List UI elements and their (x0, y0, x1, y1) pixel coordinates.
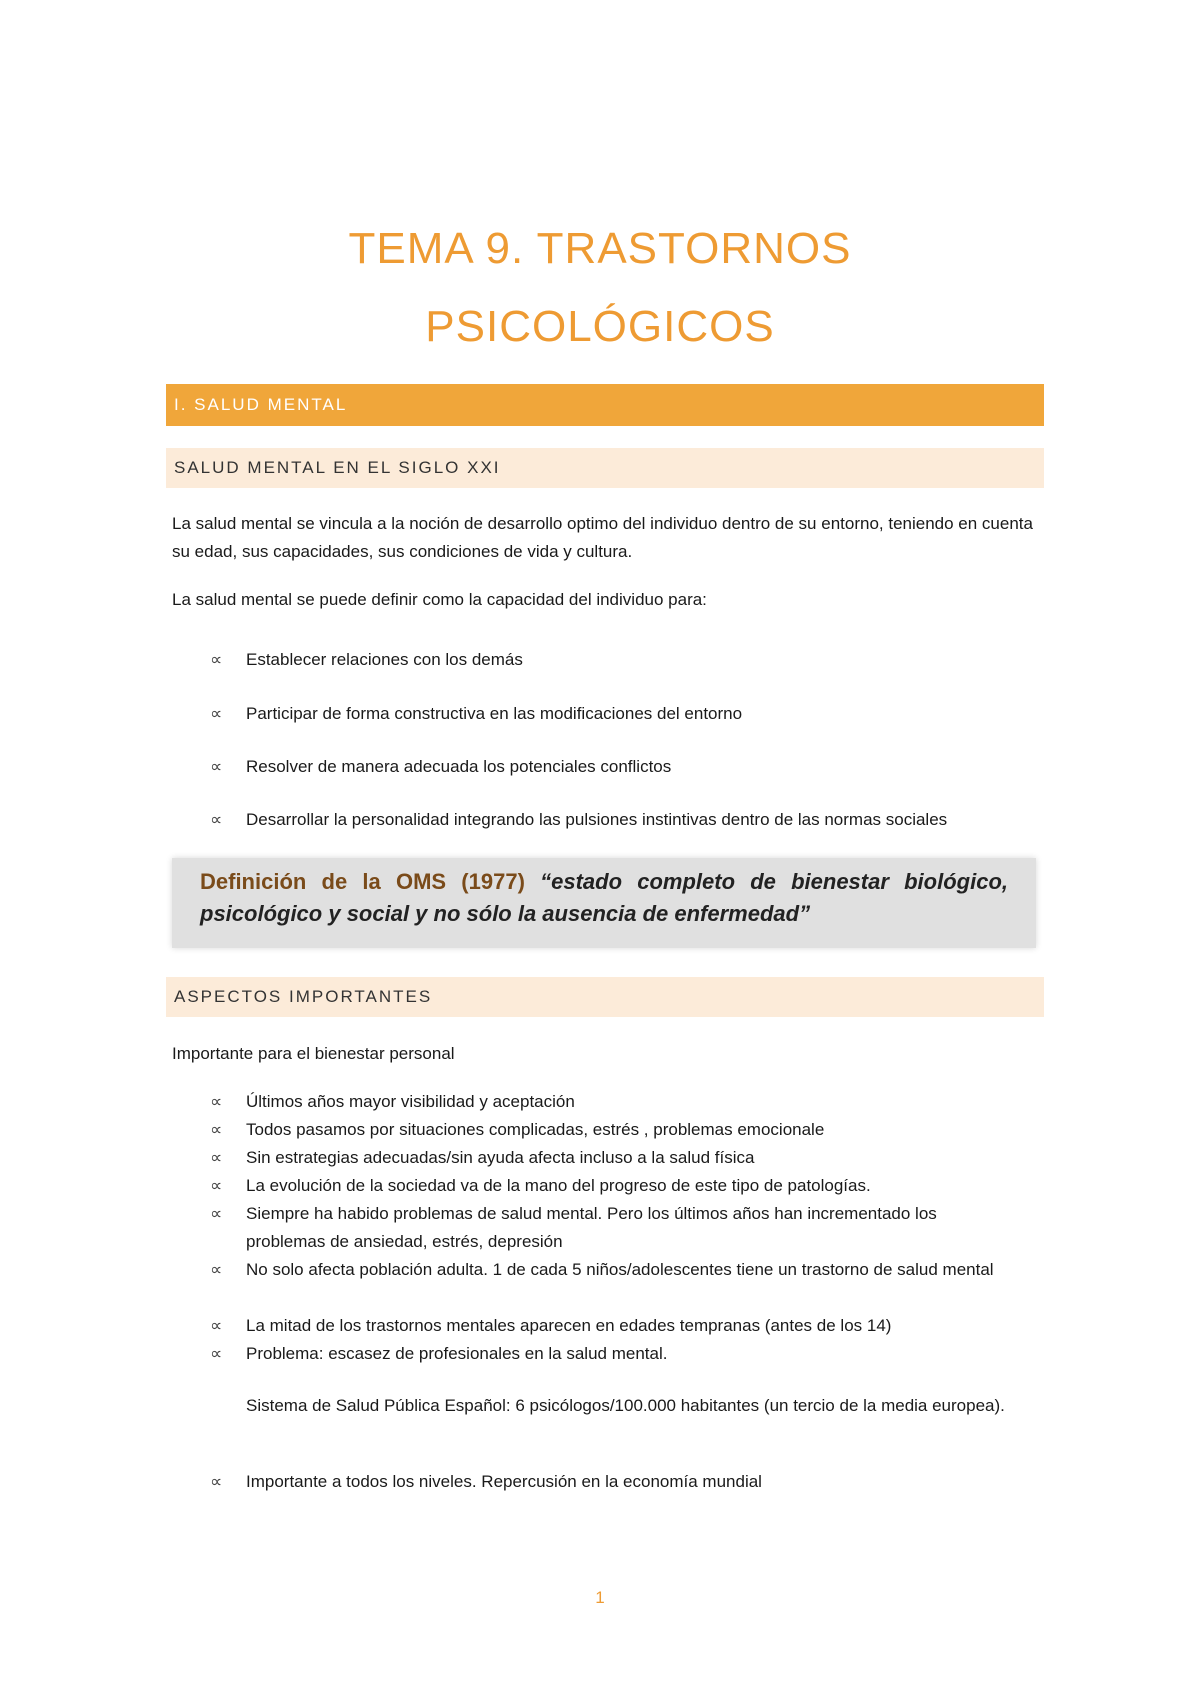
bullet-symbol-icon: ∝ (210, 1316, 223, 1335)
bullet-symbol-icon: ∝ (210, 650, 223, 669)
paragraph-definition: La salud mental se vincula a la noción de desarrollo optimo del individuo dentro de su entorno, teniendo en cuenta su edad, sus capacidades, sus condiciones de vida y cultura. (172, 514, 1033, 561)
list-item-text: Resolver de manera adecuada los potenciales conflictos (246, 757, 672, 776)
subheading-aspectos: ASPECTOS IMPORTANTES (166, 977, 1044, 1017)
list-item (210, 1144, 1020, 1172)
list-item (210, 1172, 1020, 1200)
list-item (210, 646, 1020, 674)
list-item-text: Importante a todos los niveles. Repercusión en la economía mundial (246, 1472, 762, 1491)
bullet-symbol-icon: ∝ (210, 1204, 223, 1223)
list-item-text: Problema: escasez de profesionales en la salud mental. (246, 1344, 668, 1363)
list-item-text: Participar de forma constructiva en las modificaciones del entorno (246, 704, 743, 723)
bullet-symbol-icon: ∝ (210, 1120, 223, 1139)
list-item-text: Desarrollar la personalidad integrando las pulsiones instintivas dentro de las normas sociales (246, 810, 948, 829)
bullet-symbol-icon: ∝ (210, 757, 223, 776)
bullet-symbol-icon: ∝ (210, 1472, 223, 1491)
bullet-symbol-icon: ∝ (210, 704, 223, 723)
paragraph-staffing-note: Sistema de Salud Pública Español: 6 psicólogos/100.000 habitantes (un tercio de la media europea). (246, 1396, 1005, 1415)
document-title-line2: PSICOLÓGICOS (425, 302, 775, 351)
paragraph-importance: Importante para el bienestar personal (172, 1044, 455, 1063)
bullet-symbol-icon: ∝ (210, 1260, 223, 1279)
list-item (210, 1312, 1020, 1340)
list-item (210, 1116, 1020, 1144)
subheading-siglo-xxi: SALUD MENTAL EN EL SIGLO XXI (166, 448, 1044, 488)
list-item (210, 806, 1020, 834)
list-item-text: La evolución de la sociedad va de la mano del progreso de este tipo de patologías. (246, 1176, 871, 1195)
quote-text: “estado completo de bienestar biológico, psicológico y social y no sólo la ausencia de enfermedad” (200, 869, 1008, 926)
page-number: 1 (595, 1588, 605, 1607)
bullet-symbol-icon: ∝ (210, 1148, 223, 1167)
list-item (210, 1256, 1020, 1284)
list-item-text: Últimos años mayor visibilidad y aceptación (246, 1092, 575, 1111)
bullet-symbol-icon: ∝ (210, 1092, 223, 1111)
list-item (210, 753, 1020, 781)
paragraph-capacity-intro: La salud mental se puede definir como la capacidad del individuo para: (172, 590, 707, 609)
list-item (210, 1468, 1020, 1496)
list-item-text: No solo afecta población adulta. 1 de cada 5 niños/adolescentes tiene un trastorno de salud mental (246, 1260, 994, 1279)
bullet-symbol-icon: ∝ (210, 1344, 223, 1363)
list-item (210, 1340, 1020, 1368)
list-item-text: Todos pasamos por situaciones complicadas, estrés , problemas emocionale (246, 1120, 825, 1139)
list-item-text: Sin estrategias adecuadas/sin ayuda afecta incluso a la salud física (246, 1148, 755, 1167)
list-item-text: La mitad de los trastornos mentales aparecen en edades tempranas (antes de los 14) (246, 1316, 892, 1335)
quote-source: Definición de la OMS (1977) (200, 869, 525, 894)
section-heading-salud-mental: I. SALUD MENTAL (166, 384, 1044, 426)
bullet-symbol-icon: ∝ (210, 810, 223, 829)
list-item-text: Establecer relaciones con los demás (246, 650, 523, 669)
list-item (210, 1088, 1020, 1116)
list-item (210, 1200, 1020, 1256)
who-definition-quote (172, 858, 1036, 948)
bullet-symbol-icon: ∝ (210, 1176, 223, 1195)
document-title-line1: TEMA 9. TRASTORNOS (348, 224, 852, 273)
list-item-text: Siempre ha habido problemas de salud mental. Pero los últimos años han incrementado los problemas de ansiedad, estrés, depresión (246, 1204, 937, 1251)
list-item (210, 700, 1020, 728)
